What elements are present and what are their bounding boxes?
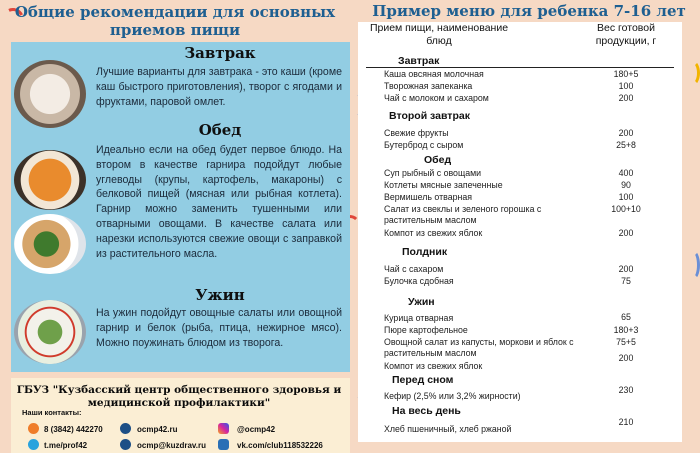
recommendations-title: Общие рекомендации для основных приемов пищи bbox=[14, 3, 336, 39]
decor-squiggle bbox=[686, 250, 700, 280]
dinner-title: Ужин bbox=[195, 286, 245, 304]
phone-link[interactable]: 8 (3842) 442270 bbox=[44, 425, 103, 434]
instagram-icon bbox=[218, 423, 229, 434]
menu-item-weight: 100+10 bbox=[611, 204, 641, 214]
menu-title: Пример меню для ребенка 7-16 лет bbox=[372, 2, 686, 20]
porridge-photo bbox=[14, 60, 86, 128]
menu-item: Свежие фрукты bbox=[384, 128, 449, 138]
menu-item: Суп рыбный с овощами bbox=[384, 168, 482, 178]
menu-item: Бутерброд с сыром bbox=[384, 140, 464, 150]
menu-item-weight: 200 bbox=[618, 228, 634, 238]
menu-item: Каша овсяная молочная bbox=[384, 69, 484, 79]
menu-item-weight: 200 bbox=[618, 93, 634, 103]
main-dish-photo bbox=[14, 214, 86, 274]
menu-item: Вермишель отварная bbox=[384, 192, 473, 202]
telegram-icon bbox=[28, 439, 39, 450]
globe-icon bbox=[120, 423, 131, 434]
menu-item: Творожная запеканка bbox=[384, 81, 473, 91]
group-second-breakfast: Второй завтрак bbox=[389, 110, 470, 122]
menu-item-weight: 75+5 bbox=[616, 337, 636, 347]
website-link[interactable]: ocmp42.ru bbox=[137, 425, 178, 434]
organization-name: ГБУЗ "Кузбасский центр общественного здоровья и медицинской профилактики" bbox=[16, 384, 342, 409]
dinner-text: На ужин подойдут овощные салаты или овощной гарнир и белок (рыба, птица, нежирное мясо). Можно поужинать блюдом из творога. bbox=[96, 307, 342, 349]
telegram-link[interactable]: t.me/prof42 bbox=[44, 441, 88, 450]
menu-item-weight: 180+3 bbox=[613, 325, 639, 335]
menu-item: Салат из свеклы и зеленого горошка с растительным маслом bbox=[384, 204, 542, 225]
menu-item: Компот из свежих яблок bbox=[384, 361, 483, 371]
email-link[interactable]: ocmp@kuzdrav.ru bbox=[137, 441, 206, 450]
menu-item-weight: 200 bbox=[618, 264, 634, 274]
breakfast-text: Лучшие варианты для завтрака - это каши (кроме каш быстрого приготовления), творог с ягодами и фруктами, паровой омлет. bbox=[96, 66, 342, 108]
email-icon bbox=[120, 439, 131, 450]
menu-item-weight: 90 bbox=[621, 180, 631, 190]
menu-item-weight: 180+5 bbox=[613, 69, 639, 79]
menu-item-weight: 65 bbox=[621, 312, 631, 322]
header-divider bbox=[366, 67, 674, 68]
group-dinner: Ужин bbox=[408, 296, 435, 308]
phone-icon bbox=[28, 423, 39, 434]
group-afternoon-snack: Полдник bbox=[402, 246, 448, 258]
breakfast-title: Завтрак bbox=[184, 44, 256, 62]
menu-item-weight: 200 bbox=[618, 353, 634, 363]
menu-item-weight: 230 bbox=[618, 385, 634, 395]
group-lunch: Обед bbox=[424, 154, 452, 166]
menu-item: Чай с сахаром bbox=[384, 264, 444, 274]
menu-item: Чай с молоком и сахаром bbox=[384, 93, 489, 103]
group-before-sleep: Перед сном bbox=[392, 374, 454, 386]
menu-item: Курица отварная bbox=[384, 313, 454, 323]
group-breakfast: Завтрак bbox=[398, 55, 440, 67]
menu-item: Булочка сдобная bbox=[384, 276, 454, 286]
column-header-dish: Прием пищи, наименование блюд bbox=[369, 22, 509, 47]
menu-table bbox=[358, 22, 682, 442]
instagram-link[interactable]: @ocmp42 bbox=[237, 425, 276, 434]
menu-item: Овощной салат из капусты, моркови и яблок с растительным маслом bbox=[384, 337, 574, 358]
soup-photo bbox=[14, 150, 86, 210]
menu-item-weight: 75 bbox=[621, 276, 631, 286]
menu-item-weight: 200 bbox=[618, 128, 634, 138]
column-header-weight: Вес готовой продукции, г bbox=[595, 22, 657, 47]
lunch-title: Обед bbox=[198, 121, 242, 139]
group-whole-day: На весь день bbox=[392, 405, 461, 417]
vk-link[interactable]: vk.com/club118532226 bbox=[237, 441, 323, 450]
lunch-text: Идеально если на обед будет первое блюдо. На втором в качестве гарнира подойдут любые углеводы (крупы, картофель, макароны) с белковой пищей (мясная или рыбная котлета). Гарнир можно заменить тушенными или отварными овощами. В качестве салата или нарезки используются свежие овощи с заправкой из растительного масла. bbox=[96, 144, 342, 260]
contacts-label: Наши контакты: bbox=[22, 408, 82, 417]
menu-item-weight: 210 bbox=[618, 417, 634, 427]
decor-squiggle bbox=[684, 60, 700, 86]
vk-icon bbox=[218, 439, 229, 450]
menu-item: Пюре картофельное bbox=[384, 325, 468, 335]
salad-photo bbox=[14, 300, 86, 364]
menu-item-weight: 100 bbox=[618, 81, 634, 91]
menu-item: Котлеты мясные запеченные bbox=[384, 180, 503, 190]
menu-item-weight: 400 bbox=[618, 168, 634, 178]
menu-item: Компот из свежих яблок bbox=[384, 228, 483, 238]
menu-item: Хлеб пшеничный, хлеб ржаной bbox=[384, 424, 512, 434]
menu-item-weight: 100 bbox=[618, 192, 634, 202]
menu-item: Кефир (2,5% или 3,2% жирности) bbox=[384, 391, 521, 401]
menu-item-weight: 25+8 bbox=[616, 140, 636, 150]
